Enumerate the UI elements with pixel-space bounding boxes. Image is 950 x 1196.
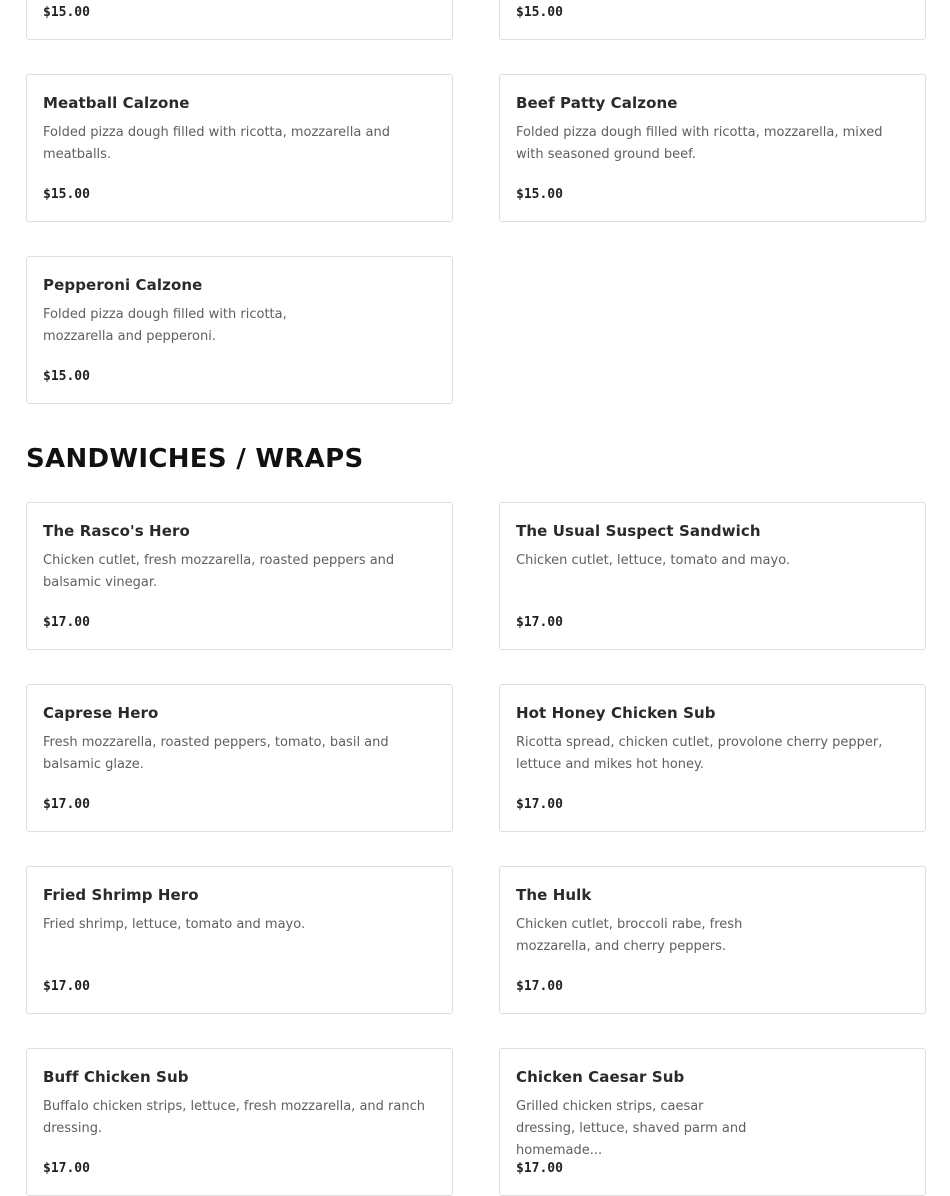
item-name: Buff Chicken Sub: [43, 1068, 189, 1086]
menu-item-card[interactable]: [499, 502, 926, 650]
item-price: $17.00: [516, 615, 563, 630]
menu-item-card[interactable]: [26, 502, 453, 650]
item-name: The Rasco's Hero: [43, 522, 190, 540]
section-title: SANDWICHES / WRAPS: [26, 444, 364, 474]
item-price: $17.00: [516, 1161, 563, 1176]
menu-item-card[interactable]: [499, 74, 926, 222]
menu-item-card[interactable]: [26, 684, 453, 832]
menu-item-card[interactable]: [26, 74, 453, 222]
item-name: Beef Patty Calzone: [516, 94, 678, 112]
menu-item-card[interactable]: [499, 866, 926, 1014]
item-name: Meatball Calzone: [43, 94, 190, 112]
item-name: The Usual Suspect Sandwich: [516, 522, 761, 540]
item-price: $15.00: [43, 5, 90, 20]
item-price: $17.00: [43, 1161, 90, 1176]
item-description: Folded pizza dough filled with ricotta, mozzarella, mixed with seasoned ground beef.: [516, 125, 883, 162]
item-price: $17.00: [43, 615, 90, 630]
item-price: $17.00: [516, 979, 563, 994]
menu-item-card[interactable]: [499, 684, 926, 832]
menu-item-card[interactable]: [26, 0, 453, 40]
item-description: Fresh mozzarella, roasted peppers, tomato, basil and balsamic glaze.: [43, 735, 389, 772]
item-description: Chicken cutlet, fresh mozzarella, roasted peppers and balsamic vinegar.: [43, 553, 395, 590]
item-name: Fried Shrimp Hero: [43, 886, 199, 904]
item-description: Fried shrimp, lettuce, tomato and mayo.: [43, 917, 306, 932]
item-name: Pepperoni Calzone: [43, 276, 203, 294]
item-price: $15.00: [516, 5, 563, 20]
item-name: The Hulk: [516, 886, 592, 904]
item-description: Folded pizza dough filled with ricotta, mozzarella and meatballs.: [43, 125, 390, 162]
menu-item-card[interactable]: [499, 0, 926, 40]
item-name: Caprese Hero: [43, 704, 159, 722]
item-name: Hot Honey Chicken Sub: [516, 704, 716, 722]
item-price: $17.00: [516, 797, 563, 812]
item-description: Buffalo chicken strips, lettuce, fresh mozzarella, and ranch dressing.: [43, 1099, 425, 1136]
item-price: $15.00: [43, 369, 90, 384]
item-description: Chicken cutlet, broccoli rabe, fresh mozzarella, and cherry peppers.: [516, 917, 743, 954]
menu-item-card[interactable]: [499, 1048, 926, 1196]
item-description: Chicken cutlet, lettuce, tomato and mayo.: [516, 553, 791, 568]
item-price: $15.00: [516, 187, 563, 202]
item-price: $15.00: [43, 187, 90, 202]
menu-item-card[interactable]: [26, 866, 453, 1014]
menu-item-card[interactable]: [26, 256, 453, 404]
item-description: Grilled chicken strips, caesar dressing, lettuce, shaved parm and homemade...: [516, 1099, 747, 1158]
item-description: Ricotta spread, chicken cutlet, provolone cherry pepper, lettuce and mikes hot honey.: [516, 735, 883, 772]
item-description: Folded pizza dough filled with ricotta, mozzarella and pepperoni.: [43, 307, 287, 344]
item-price: $17.00: [43, 979, 90, 994]
menu-item-card[interactable]: [26, 1048, 453, 1196]
item-name: Chicken Caesar Sub: [516, 1068, 685, 1086]
item-price: $17.00: [43, 797, 90, 812]
